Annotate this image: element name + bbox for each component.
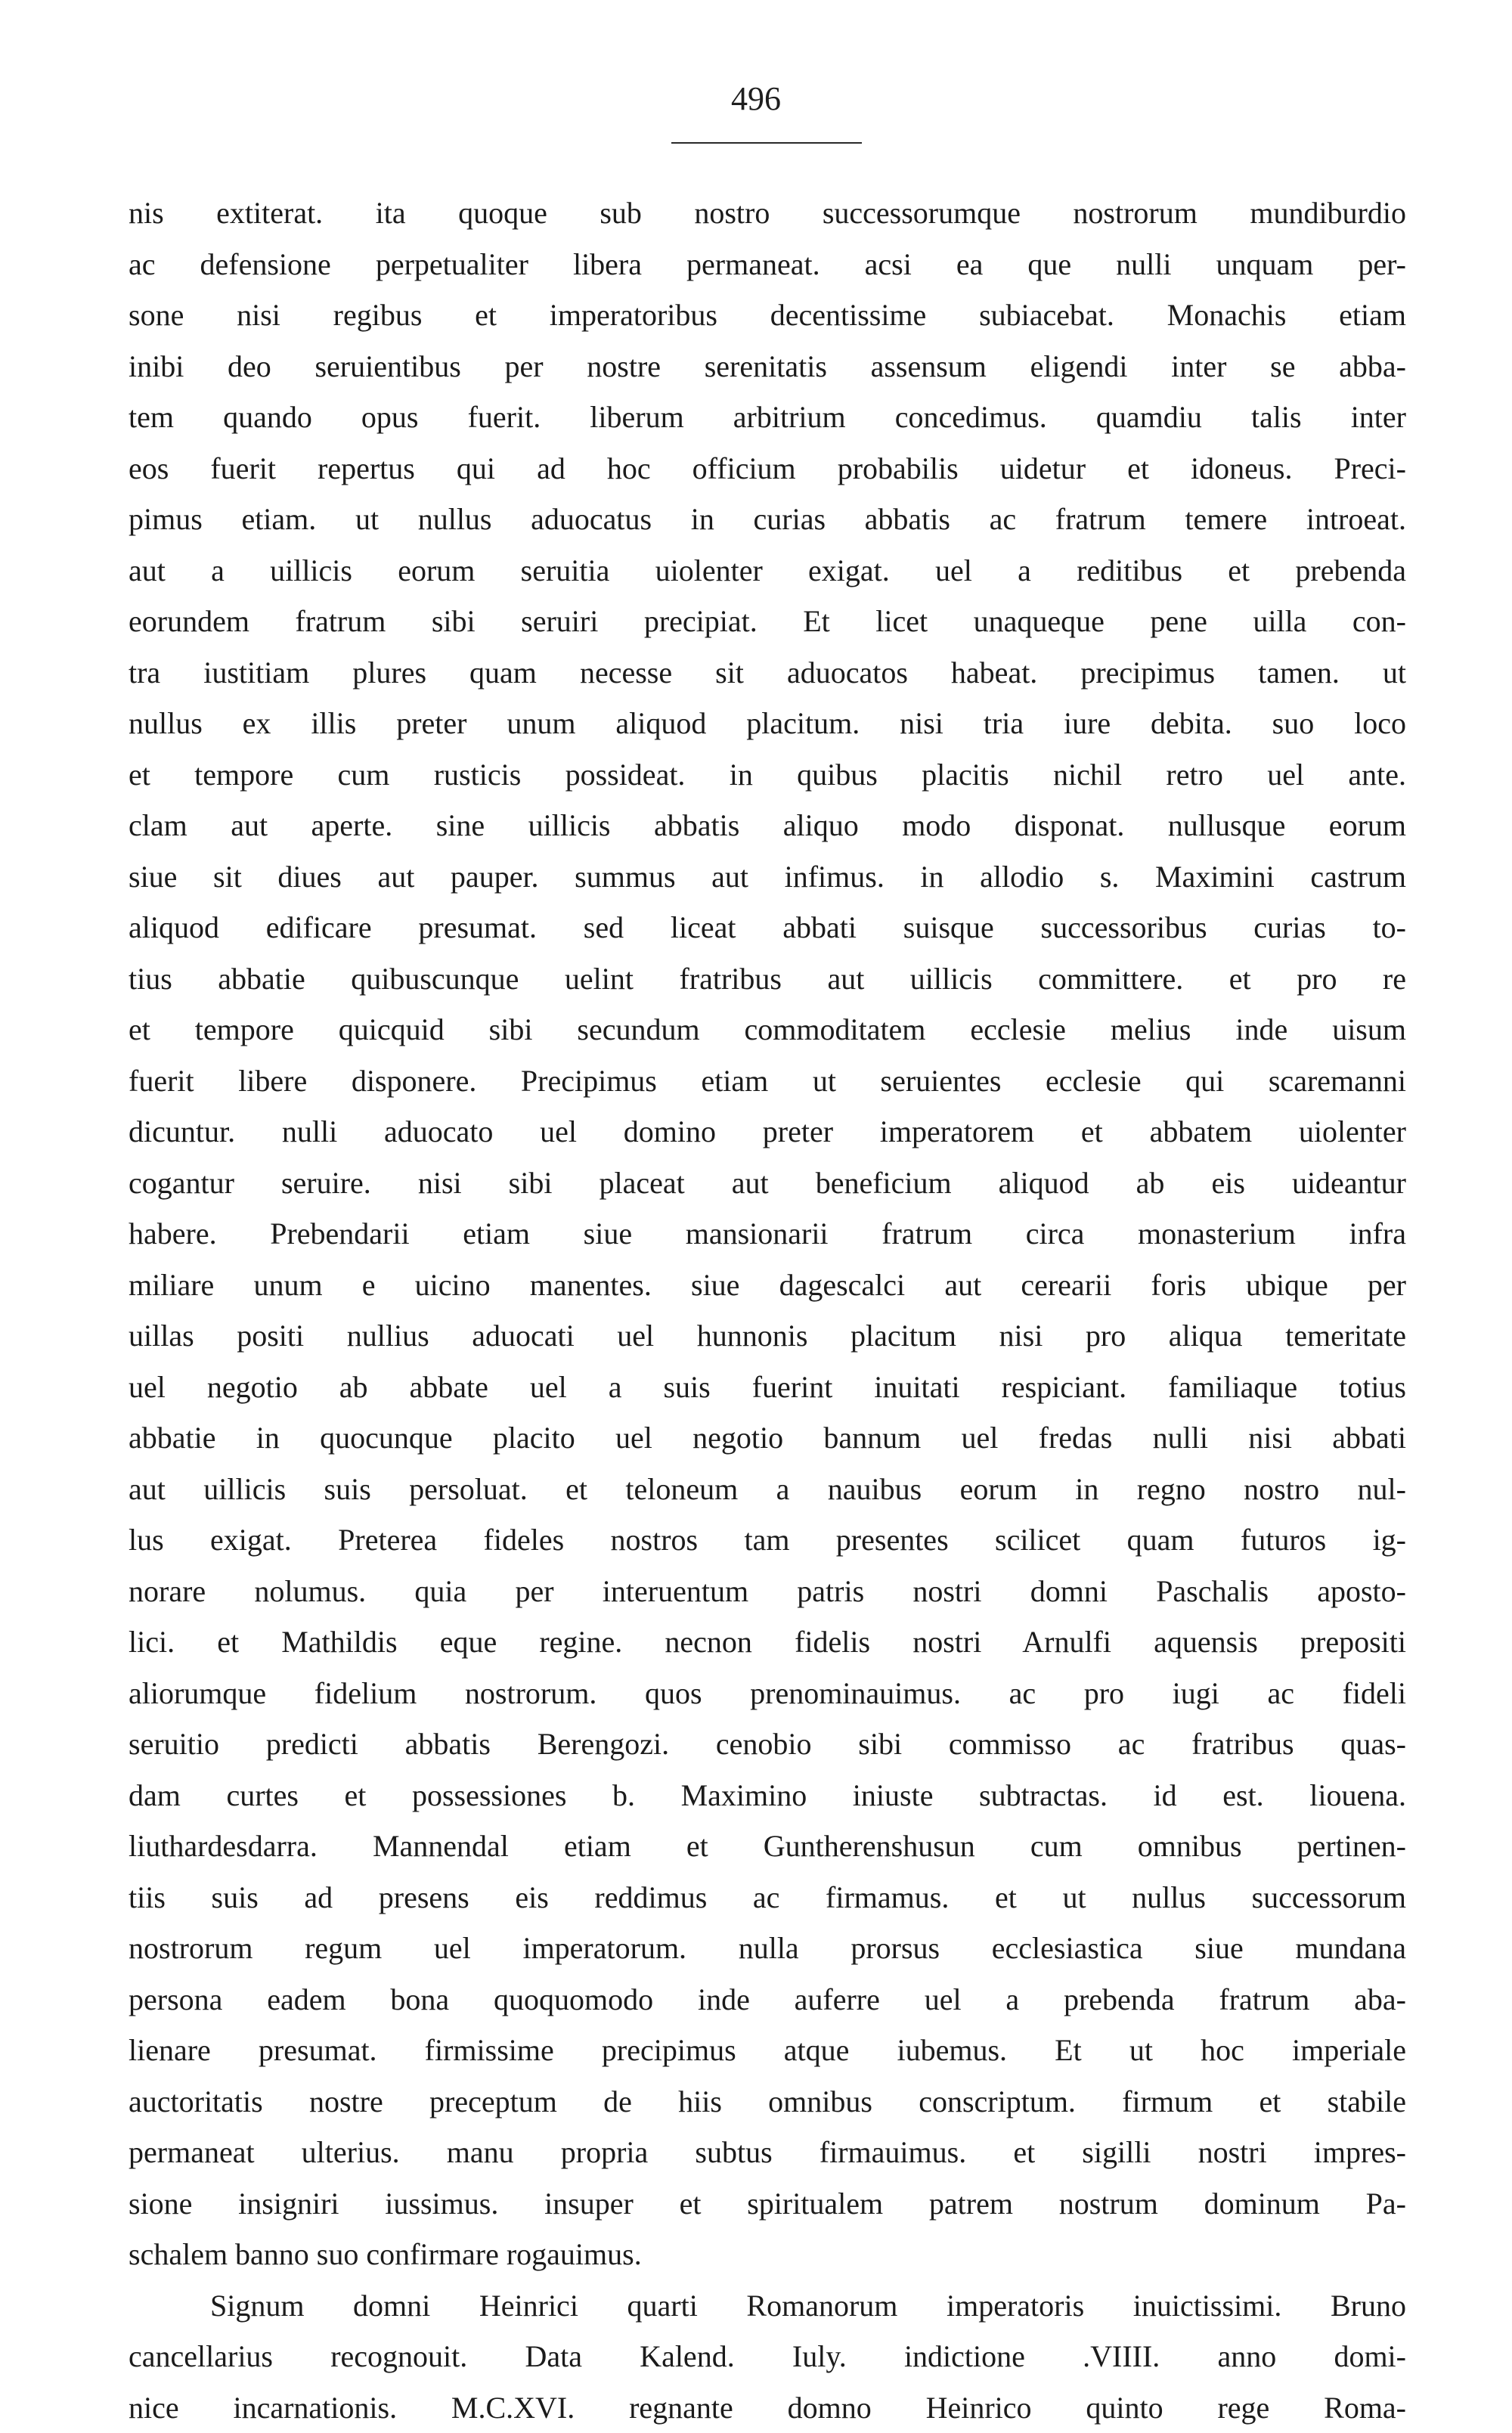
text-line: cogantur seruire. nisi sibi placeat aut beneficium aliquod ab eis uideantur: [129, 1158, 1406, 1209]
page-number: 496: [0, 79, 1512, 118]
text-line: Signum domni Heinrici quarti Romanorum imperatoris inuictissimi. Bruno: [129, 2280, 1406, 2332]
document-body: [129, 188, 1406, 2433]
text-line: tius abbatie quibuscunque uelint fratribus aut uillicis committere. et pro re: [129, 953, 1406, 1005]
text-line: sione insigniri iussimus. insuper et spiritualem patrem nostrum dominum Pa-: [129, 2178, 1406, 2230]
text-line: aliorumque fidelium nostrorum. quos prenominauimus. ac pro iugi ac fideli: [129, 1668, 1406, 1719]
text-line: ac defensione perpetualiter libera permaneat. acsi ea que nulli unquam per-: [129, 239, 1406, 290]
text-line: uel negotio ab abbate uel a suis fuerint inuitati respiciant. familiaque totius: [129, 1362, 1406, 1413]
text-line: tem quando opus fuerit. liberum arbitrium concedimus. quamdiu talis inter: [129, 392, 1406, 443]
text-line: siue sit diues aut pauper. summus aut infimus. in allodio s. Maximini castrum: [129, 851, 1406, 903]
text-line: lus exigat. Preterea fideles nostros tam presentes scilicet quam futuros ig-: [129, 1514, 1406, 1566]
text-line: inibi deo seruientibus per nostre serenitatis assensum eligendi inter se abba-: [129, 341, 1406, 392]
text-line: pimus etiam. ut nullus aduocatus in curias abbatis ac fratrum temere introeat.: [129, 494, 1406, 545]
text-line: permaneat ulterius. manu propria subtus firmauimus. et sigilli nostri impres-: [129, 2127, 1406, 2178]
header-rule: [671, 142, 862, 144]
text-line: tiis suis ad presens eis reddimus ac firmamus. et ut nullus successorum: [129, 1872, 1406, 1923]
text-line: sone nisi regibus et imperatoribus decentissime subiacebat. Monachis etiam: [129, 290, 1406, 341]
text-line: tra iustitiam plures quam necesse sit aduocatos habeat. precipimus tamen. ut: [129, 647, 1406, 699]
text-line: aut a uillicis eorum seruitia uiolenter exigat. uel a reditibus et prebenda: [129, 545, 1406, 597]
text-line: uillas positi nullius aduocati uel hunnonis placitum nisi pro aliqua temeritate: [129, 1310, 1406, 1362]
text-line: lienare presumat. firmissime precipimus atque iubemus. Et ut hoc imperiale: [129, 2025, 1406, 2076]
text-line: seruitio predicti abbatis Berengozi. cenobio sibi commisso ac fratribus quas-: [129, 1719, 1406, 1770]
text-line: dam curtes et possessiones b. Maximino iniuste subtractas. id est. liouena.: [129, 1770, 1406, 1821]
text-line: persona eadem bona quoquomodo inde auferre uel a prebenda fratrum aba-: [129, 1974, 1406, 2025]
text-line: schalem banno suo confirmare rogauimus.: [129, 2229, 1406, 2280]
text-line: nullus ex illis preter unum aliquod placitum. nisi tria iure debita. suo loco: [129, 698, 1406, 749]
text-line: et tempore cum rusticis possideat. in quibus placitis nichil retro uel ante.: [129, 749, 1406, 801]
text-line: nice incarnationis. M.C.XVI. regnante domno Heinrico quinto rege Roma-: [129, 2382, 1406, 2433]
text-line: aliquod edificare presumat. sed liceat abbati suisque successoribus curias to-: [129, 902, 1406, 953]
text-line: nostrorum regum uel imperatorum. nulla prorsus ecclesiastica siue mundana: [129, 1923, 1406, 1974]
text-line: fuerit libere disponere. Precipimus etiam ut seruientes ecclesie qui scaremanni: [129, 1055, 1406, 1107]
text-line: clam aut aperte. sine uillicis abbatis aliquo modo disponat. nullusque eorum: [129, 800, 1406, 851]
text-line: norare nolumus. quia per interuentum patris nostri domni Paschalis aposto-: [129, 1566, 1406, 1617]
text-line: eorundem fratrum sibi seruiri precipiat. Et licet unaqueque pene uilla con-: [129, 596, 1406, 647]
text-line: nis extiterat. ita quoque sub nostro successorumque nostrorum mundiburdio: [129, 188, 1406, 239]
text-line: lici. et Mathildis eque regine. necnon fidelis nostri Arnulfi aquensis prepositi: [129, 1616, 1406, 1668]
text-line: et tempore quicquid sibi secundum commoditatem ecclesie melius inde uisum: [129, 1004, 1406, 1055]
text-line: dicuntur. nulli aduocato uel domino preter imperatorem et abbatem uiolenter: [129, 1106, 1406, 1158]
text-line: liuthardesdarra. Mannendal etiam et Guntherenshusun cum omnibus pertinen-: [129, 1821, 1406, 1872]
text-line: abbatie in quocunque placito uel negotio bannum uel fredas nulli nisi abbati: [129, 1412, 1406, 1464]
text-line: habere. Prebendarii etiam siue mansionarii fratrum circa monasterium infra: [129, 1208, 1406, 1260]
text-line: eos fuerit repertus qui ad hoc officium probabilis uidetur et idoneus. Preci-: [129, 443, 1406, 494]
text-line: auctoritatis nostre preceptum de hiis omnibus conscriptum. firmum et stabile: [129, 2076, 1406, 2128]
text-line: cancellarius recognouit. Data Kalend. Iuly. indictione .VIIII. anno domi-: [129, 2331, 1406, 2382]
text-line: miliare unum e uicino manentes. siue dagescalci aut cerearii foris ubique per: [129, 1260, 1406, 1311]
text-line: aut uillicis suis persoluat. et teloneum a nauibus eorum in regno nostro nul-: [129, 1464, 1406, 1515]
